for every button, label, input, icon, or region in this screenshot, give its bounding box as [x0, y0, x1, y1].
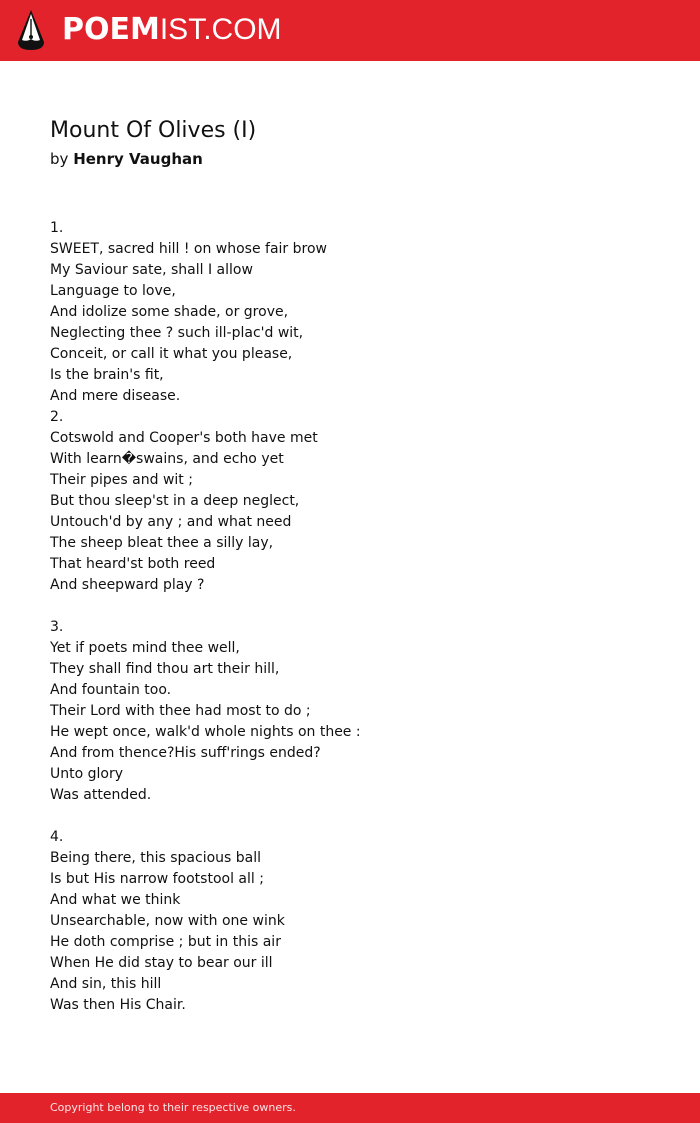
site-header — [0, 0, 700, 61]
site-footer — [0, 1093, 700, 1123]
poem-title: Mount Of Olives (I) — [50, 118, 257, 143]
poem-content — [50, 116, 660, 1016]
poem-byline — [50, 149, 660, 169]
poem-author: Henry Vaughan — [73, 150, 203, 168]
poem-text: 1. SWEET, sacred hill ! on whose fair brow My Saviour sate, shall I allow Language to love, And idolize some shade, or grove, Neglecting thee ? such ill-plac'd wit, Conceit, or call it what you please, Is the brain's fit, And mere disease. 2. Cotswold and Cooper's both have met With learn�swains, and echo yet Their pipes and wit ; But thou sleep'st in a deep neglect, Untouch'd by any ; and what need The sheep bleat thee a silly lay, That heard'st both reed And sheepward play ? 3. Yet if poets mind thee well, They shall find thou art their hill, And fountain too. Their Lord with thee had most to do ; He wept once, walk'd whole nights on thee : And from thence?His suff'rings ended? Unto glory Was attended. 4. Being there, this spacious ball Is but His narrow footstool all ; And what we think Unsearchable, now with one wink He doth comprise ; but in this air When He did stay to bear our ill And sin, this hill Was then His Chair. — [50, 220, 361, 1013]
byline-prefix: by — [50, 150, 69, 168]
logo-secondary-text: IST.COM — [159, 13, 282, 46]
logo-primary-text: POEM — [62, 12, 160, 47]
pen-nib-icon — [17, 9, 45, 51]
site-logo[interactable] — [62, 12, 282, 48]
copyright-text: Copyright belong to their respective owners. — [50, 1101, 296, 1114]
